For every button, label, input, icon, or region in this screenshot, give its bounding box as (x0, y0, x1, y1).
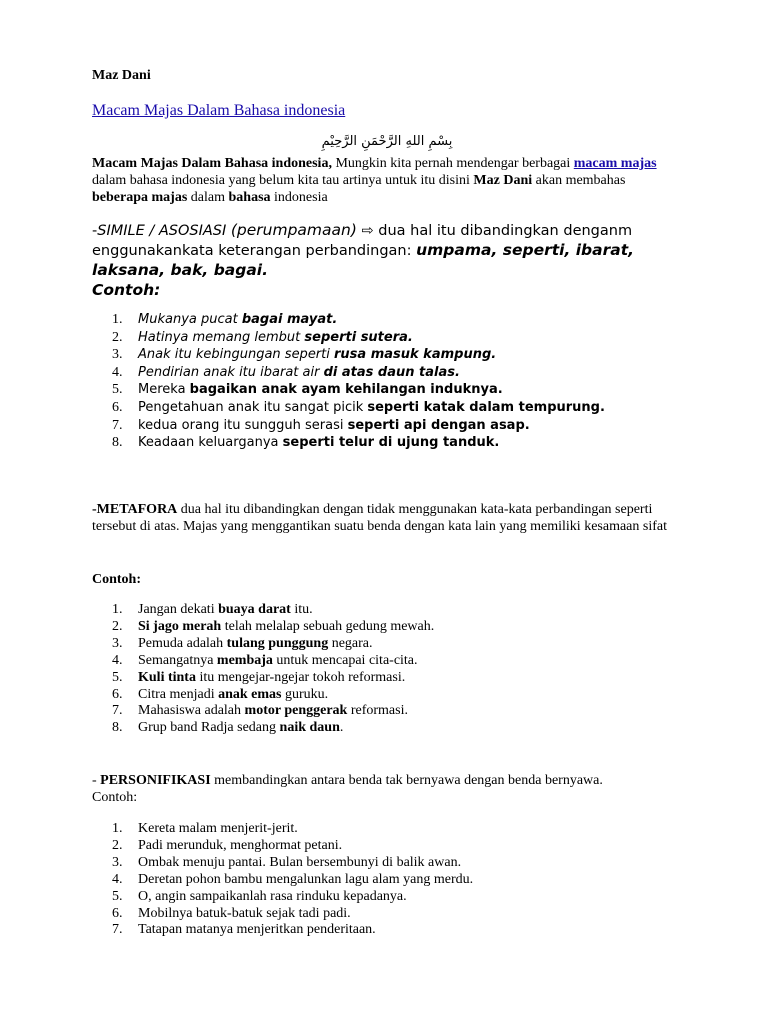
list-number: 6. (112, 686, 123, 702)
list-text: guruku. (281, 686, 329, 702)
metafora-section (92, 501, 682, 535)
list-item (92, 434, 605, 452)
list-text-bold: motor penggerak (244, 703, 348, 719)
simile-heading: SIMILE / ASOSIASI (97, 223, 227, 239)
list-number: 6. (112, 905, 123, 921)
list-number: 2. (112, 837, 123, 853)
list-text-bold: seperti api dengan asap. (347, 417, 530, 433)
list-number: 8. (112, 435, 123, 451)
list-item (92, 653, 434, 670)
list-number: 2. (112, 618, 123, 634)
list-text: Citra menjadi (138, 686, 219, 702)
list-item (92, 381, 605, 399)
list-text-bold: rusa masuk kampung. (334, 347, 497, 363)
list-item (92, 619, 434, 636)
list-text: Semangatnya (138, 652, 217, 668)
list-text-bold: tulang punggung (226, 635, 329, 651)
list-text: Padi merunduk, menghormat petani. (138, 837, 343, 853)
personifikasi-section (92, 772, 682, 806)
list-item (92, 417, 605, 435)
list-text: telah melalap sebuah gedung mewah. (221, 618, 435, 634)
intro-bold: beberapa majas (92, 190, 188, 205)
article-title-link[interactable]: Macam Majas Dalam Bahasa indonesia (92, 102, 346, 119)
intro-paragraph (92, 155, 682, 206)
list-item (92, 687, 434, 704)
intro-text: dalam (187, 190, 229, 205)
list-item (92, 922, 473, 939)
list-number: 1. (112, 312, 123, 327)
list-text: kedua orang itu sungguh serasi (138, 417, 348, 433)
list-text: untuk mencapai cita-cita. (272, 652, 418, 668)
author-name: Maz Dani (92, 68, 151, 83)
list-text-bold: seperti sutera. (304, 329, 413, 345)
metafora-contoh: Contoh: (92, 572, 142, 587)
list-text-bold: Kuli tinta (138, 669, 196, 685)
list-item (92, 906, 473, 923)
list-number: 4. (112, 364, 123, 380)
list-text: Ombak menuju pantai. Bulan bersembunyi di balik awan. (138, 854, 462, 870)
simile-prefix: - (92, 223, 98, 239)
list-number: 3. (112, 854, 123, 870)
list-text: negara. (328, 635, 373, 651)
list-number: 5. (112, 669, 123, 685)
list-number: 1. (112, 821, 123, 836)
intro-text: Mungkin kita pernah mendengar berbagai (331, 156, 574, 171)
list-item (92, 364, 605, 382)
list-number: 4. (112, 871, 123, 887)
intro-text: akan membahas (532, 173, 626, 188)
list-item (92, 346, 605, 364)
list-text-bold: bagai mayat. (241, 312, 338, 327)
intro-text: indonesia (270, 190, 328, 205)
list-text: reformasi. (347, 703, 408, 719)
arrow-icon: ⇨ (361, 223, 374, 239)
list-text-bold: seperti telur di ujung tanduk. (282, 435, 500, 451)
metafora-heading: -METAFORA (92, 502, 178, 517)
personifikasi-prefix: - (92, 773, 101, 788)
list-item (92, 311, 605, 329)
list-item (92, 889, 473, 906)
list-item (92, 399, 605, 417)
simile-contoh: Contoh: (92, 281, 161, 299)
simile-examples: umpama, seperti, ibarat, laksana, bak, bagai. (92, 241, 635, 279)
list-item (92, 636, 434, 653)
list-number: 2. (112, 329, 123, 345)
list-number: 6. (112, 399, 123, 415)
list-text: Tatapan matanya menjeritkan penderitaan. (138, 922, 376, 938)
simile-description: dua hal itu dibandingkan denganm enggunakankata keterangan perbandingan: (92, 223, 633, 259)
list-item (92, 821, 473, 838)
intro-text: dalam bahasa indonesia yang belum kita tau artinya untuk itu disini (92, 173, 474, 188)
list-number: 3. (112, 347, 123, 363)
list-text: Grup band Radja sedang (138, 720, 280, 736)
list-text: itu. (290, 602, 313, 617)
personifikasi-description: membandingkan antara benda tak bernyawa dengan benda bernyawa. (210, 773, 603, 788)
list-text: Pendirian anak itu ibarat air (138, 364, 324, 380)
list-text: Hatinya memang lembut (138, 329, 305, 345)
list-text-bold: Si jago merah (138, 618, 222, 634)
list-text-bold: buaya darat (218, 602, 291, 617)
intro-bold: bahasa (228, 190, 271, 205)
metafora-list (92, 602, 434, 737)
list-item (92, 838, 473, 855)
list-text: Keadaan keluarganya (138, 435, 283, 451)
list-number: 8. (112, 720, 123, 736)
list-text: Mahasiswa adalah (138, 703, 245, 719)
list-item (92, 602, 434, 619)
list-number: 5. (112, 888, 123, 904)
list-text: Mukanya pucat (138, 312, 242, 327)
list-text: Jangan dekati (138, 602, 219, 617)
list-number: 7. (112, 417, 123, 433)
simile-list (92, 311, 605, 452)
list-text: itu mengejar-ngejar tokoh reformasi. (195, 669, 406, 685)
list-number: 1. (112, 602, 123, 617)
list-text: Mereka (138, 382, 190, 398)
list-item (92, 720, 434, 737)
list-text: Deretan pohon bambu mengalunkan lagu alam yang merdu. (138, 871, 474, 887)
list-item (92, 855, 473, 872)
list-number: 7. (112, 703, 123, 719)
list-item (92, 703, 434, 720)
personifikasi-list (92, 821, 473, 939)
simile-paren: (perumpamaan) (230, 221, 357, 239)
macam-majas-link[interactable]: macam majas (573, 156, 657, 171)
list-number: 4. (112, 652, 123, 668)
list-text: Kereta malam menjerit-jerit. (138, 821, 298, 836)
list-text-bold: membaja (216, 652, 273, 668)
list-text-bold: di atas daun talas. (323, 364, 460, 380)
bismillah-text: بِسْمِ اللهِ الرَّحْمَنِ الرَّحِيْمِ (321, 134, 453, 149)
list-item (92, 670, 434, 687)
intro-author: Maz Dani (473, 173, 533, 188)
list-text: Pemuda adalah (138, 635, 227, 651)
list-text: . (339, 720, 344, 736)
list-text: O, angin sampaikanlah rasa rinduku kepadanya. (138, 888, 407, 904)
intro-bold-lead: Macam Majas Dalam Bahasa indonesia, (92, 156, 332, 171)
list-text: Anak itu kebingungan seperti (138, 347, 334, 363)
list-item (92, 872, 473, 889)
list-text-bold: bagaikan anak ayam kehilangan induknya. (189, 382, 503, 398)
list-text-bold: seperti katak dalam tempurung. (367, 399, 605, 415)
list-text: Mobilnya batuk-batuk sejak tadi padi. (138, 905, 351, 921)
list-number: 7. (112, 922, 123, 938)
personifikasi-contoh: Contoh: (92, 790, 138, 805)
list-text-bold: anak emas (218, 686, 282, 702)
list-number: 5. (112, 382, 123, 398)
personifikasi-heading: PERSONIFIKASI (100, 773, 211, 788)
metafora-description: dua hal itu dibandingkan dengan tidak menggunakan kata-kata perbandingan seperti tersebut di atas. Majas yang menggantikan suatu benda dengan kata lain yang memiliki kesamaan sifat (92, 502, 667, 534)
list-item (92, 329, 605, 347)
simile-section (92, 221, 692, 301)
list-text-bold: naik daun (279, 720, 340, 736)
list-number: 3. (112, 635, 123, 651)
list-text: Pengetahuan anak itu sangat picik (138, 399, 368, 415)
